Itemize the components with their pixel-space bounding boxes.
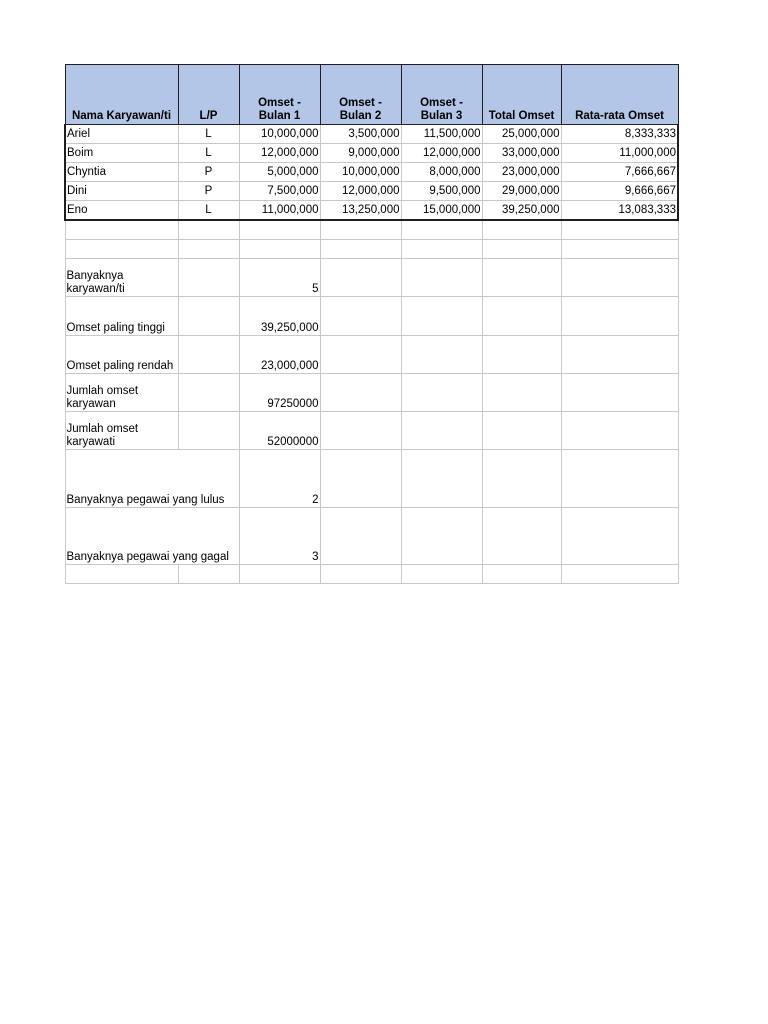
cell-lp[interactable]: L xyxy=(178,144,239,163)
empty-cell[interactable] xyxy=(561,565,678,584)
table-row xyxy=(65,125,678,144)
empty-cell[interactable] xyxy=(482,412,561,450)
empty-cell[interactable] xyxy=(482,450,561,508)
summary-row-banyak xyxy=(65,259,678,297)
cell-total[interactable]: 39,250,000 xyxy=(482,201,561,221)
empty-cell[interactable] xyxy=(561,220,678,240)
summary-value[interactable]: 23,000,000 xyxy=(239,336,320,374)
header-nama[interactable]: Nama Karyawan/ti xyxy=(65,65,178,125)
empty-cell[interactable] xyxy=(320,259,401,297)
cell-nama[interactable]: Chyntia xyxy=(65,163,178,182)
summary-label[interactable]: Omset paling rendah xyxy=(65,336,178,374)
empty-cell[interactable] xyxy=(65,565,178,584)
empty-cell[interactable] xyxy=(178,412,239,450)
empty-cell[interactable] xyxy=(320,412,401,450)
cell-lp[interactable]: P xyxy=(178,182,239,201)
cell-bulan-3[interactable]: 9,500,000 xyxy=(401,182,482,201)
cell-total[interactable]: 33,000,000 xyxy=(482,144,561,163)
empty-cell[interactable] xyxy=(401,508,482,565)
cell-bulan-2[interactable]: 13,250,000 xyxy=(320,201,401,221)
empty-cell[interactable] xyxy=(178,297,239,336)
empty-row xyxy=(65,565,678,584)
cell-bulan-1[interactable]: 11,000,000 xyxy=(239,201,320,221)
empty-cell[interactable] xyxy=(482,240,561,259)
empty-cell[interactable] xyxy=(320,508,401,565)
header-bulan-2[interactable]: Omset - Bulan 2 xyxy=(320,65,401,125)
cell-bulan-3[interactable]: 12,000,000 xyxy=(401,144,482,163)
summary-label[interactable]: Omset paling tinggi xyxy=(65,297,178,336)
cell-bulan-3[interactable]: 8,000,000 xyxy=(401,163,482,182)
summary-row-tertinggi xyxy=(65,297,678,336)
header-rata-rata-omset[interactable]: Rata-rata Omset xyxy=(561,65,678,125)
summary-value[interactable]: 97250000 xyxy=(239,374,320,412)
cell-nama[interactable]: Eno xyxy=(65,201,178,221)
summary-value[interactable]: 3 xyxy=(239,508,320,565)
cell-bulan-1[interactable]: 10,000,000 xyxy=(239,125,320,144)
summary-value[interactable]: 39,250,000 xyxy=(239,297,320,336)
empty-cell[interactable] xyxy=(65,220,178,240)
empty-cell[interactable] xyxy=(320,336,401,374)
cell-rata[interactable]: 9,666,667 xyxy=(561,182,678,201)
cell-lp[interactable]: L xyxy=(178,201,239,221)
empty-cell[interactable] xyxy=(65,240,178,259)
summary-label[interactable]: Jumlah omset karyawan xyxy=(65,374,178,412)
cell-bulan-2[interactable]: 3,500,000 xyxy=(320,125,401,144)
summary-label[interactable]: Banyaknya pegawai yang lulus xyxy=(65,450,239,508)
cell-lp[interactable]: L xyxy=(178,125,239,144)
cell-bulan-3[interactable]: 15,000,000 xyxy=(401,201,482,221)
empty-cell[interactable] xyxy=(178,336,239,374)
empty-cell[interactable] xyxy=(561,336,678,374)
cell-bulan-2[interactable]: 10,000,000 xyxy=(320,163,401,182)
empty-cell[interactable] xyxy=(482,374,561,412)
summary-value[interactable]: 2 xyxy=(239,450,320,508)
empty-cell[interactable] xyxy=(482,220,561,240)
cell-rata[interactable]: 7,666,667 xyxy=(561,163,678,182)
empty-cell[interactable] xyxy=(239,220,320,240)
cell-rata[interactable]: 11,000,000 xyxy=(561,144,678,163)
header-bulan-1[interactable]: Omset - Bulan 1 xyxy=(239,65,320,125)
empty-cell[interactable] xyxy=(482,336,561,374)
header-bulan-3[interactable]: Omset - Bulan 3 xyxy=(401,65,482,125)
empty-row xyxy=(65,240,678,259)
cell-bulan-1[interactable]: 7,500,000 xyxy=(239,182,320,201)
header-row xyxy=(65,65,678,125)
cell-lp[interactable]: P xyxy=(178,163,239,182)
cell-nama[interactable]: Dini xyxy=(65,182,178,201)
cell-total[interactable]: 29,000,000 xyxy=(482,182,561,201)
cell-bulan-3[interactable]: 11,500,000 xyxy=(401,125,482,144)
cell-bulan-1[interactable]: 5,000,000 xyxy=(239,163,320,182)
empty-cell[interactable] xyxy=(320,240,401,259)
empty-cell[interactable] xyxy=(401,259,482,297)
cell-bulan-2[interactable]: 9,000,000 xyxy=(320,144,401,163)
empty-cell[interactable] xyxy=(561,297,678,336)
empty-cell[interactable] xyxy=(561,259,678,297)
empty-cell[interactable] xyxy=(561,374,678,412)
cell-nama[interactable]: Boim xyxy=(65,144,178,163)
summary-label[interactable]: Banyaknya karyawan/ti xyxy=(65,259,178,297)
cell-rata[interactable]: 13,083,333 xyxy=(561,201,678,221)
empty-cell[interactable] xyxy=(178,259,239,297)
empty-cell[interactable] xyxy=(482,565,561,584)
empty-cell[interactable] xyxy=(320,450,401,508)
table-row xyxy=(65,163,678,182)
empty-cell[interactable] xyxy=(401,565,482,584)
table-row xyxy=(65,182,678,201)
summary-row-jumlah-karyawan xyxy=(65,374,678,412)
empty-cell[interactable] xyxy=(239,240,320,259)
summary-label[interactable]: Jumlah omset karyawati xyxy=(65,412,178,450)
cell-rata[interactable]: 8,333,333 xyxy=(561,125,678,144)
summary-row-jumlah-karyawati xyxy=(65,412,678,450)
empty-cell[interactable] xyxy=(561,508,678,565)
empty-cell[interactable] xyxy=(482,297,561,336)
empty-cell[interactable] xyxy=(320,297,401,336)
empty-cell[interactable] xyxy=(561,450,678,508)
header-total-omset[interactable]: Total Omset xyxy=(482,65,561,125)
cell-total[interactable]: 25,000,000 xyxy=(482,125,561,144)
empty-cell[interactable] xyxy=(239,565,320,584)
empty-cell[interactable] xyxy=(320,565,401,584)
empty-cell[interactable] xyxy=(561,240,678,259)
empty-cell[interactable] xyxy=(178,220,239,240)
summary-value[interactable]: 5 xyxy=(239,259,320,297)
empty-cell[interactable] xyxy=(401,240,482,259)
table-row xyxy=(65,201,678,221)
empty-cell[interactable] xyxy=(401,374,482,412)
omset-table xyxy=(64,64,679,584)
empty-cell[interactable] xyxy=(401,412,482,450)
summary-row-gagal xyxy=(65,508,678,565)
empty-cell[interactable] xyxy=(401,450,482,508)
cell-total[interactable]: 23,000,000 xyxy=(482,163,561,182)
cell-nama[interactable]: Ariel xyxy=(65,125,178,144)
empty-cell[interactable] xyxy=(401,220,482,240)
empty-cell[interactable] xyxy=(178,374,239,412)
empty-cell[interactable] xyxy=(320,220,401,240)
cell-bulan-1[interactable]: 12,000,000 xyxy=(239,144,320,163)
summary-label[interactable]: Banyaknya pegawai yang gagal xyxy=(65,508,239,565)
summary-row-terendah xyxy=(65,336,678,374)
empty-cell[interactable] xyxy=(178,565,239,584)
empty-row xyxy=(65,220,678,240)
empty-cell[interactable] xyxy=(401,336,482,374)
empty-cell[interactable] xyxy=(320,374,401,412)
empty-cell[interactable] xyxy=(482,259,561,297)
empty-cell[interactable] xyxy=(401,297,482,336)
cell-bulan-2[interactable]: 12,000,000 xyxy=(320,182,401,201)
summary-value[interactable]: 52000000 xyxy=(239,412,320,450)
header-lp[interactable]: L/P xyxy=(178,65,239,125)
empty-cell[interactable] xyxy=(561,412,678,450)
empty-cell[interactable] xyxy=(482,508,561,565)
table-row xyxy=(65,144,678,163)
summary-row-lulus xyxy=(65,450,678,508)
empty-cell[interactable] xyxy=(178,240,239,259)
